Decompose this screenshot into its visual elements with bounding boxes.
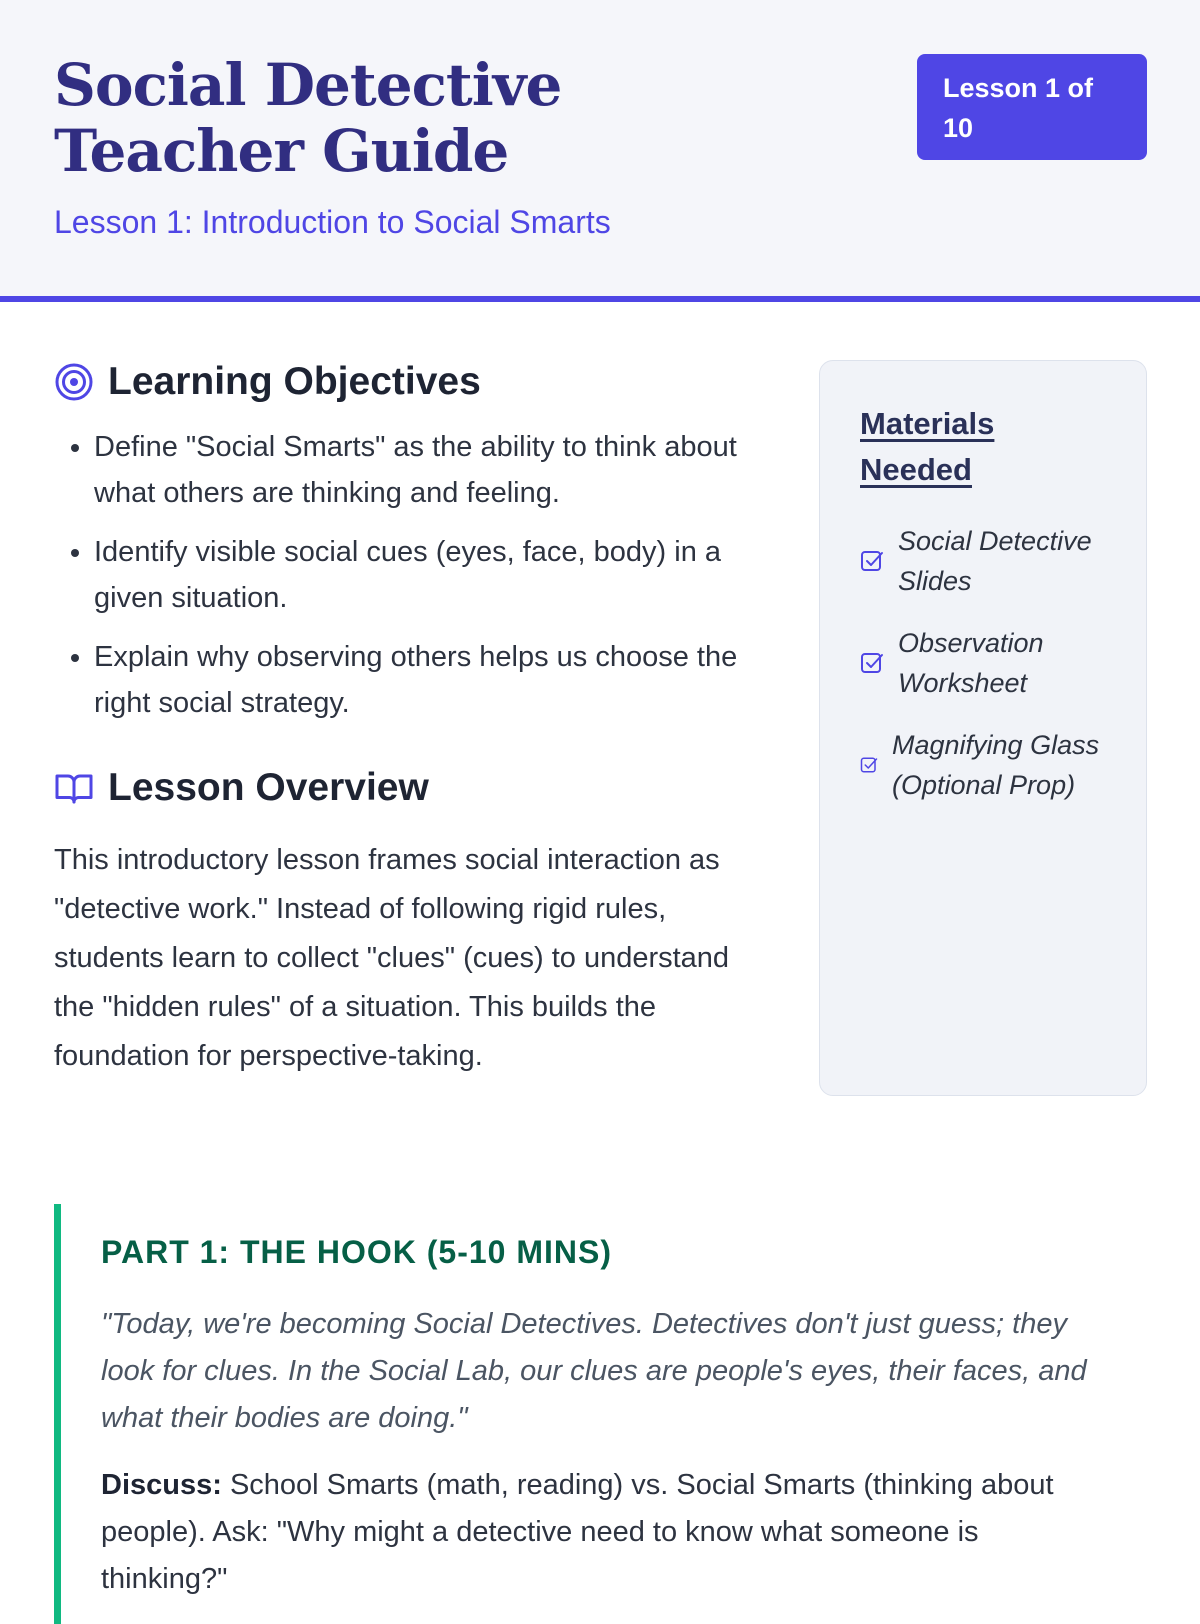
page-header <box>0 0 1200 302</box>
materials-title: Materials Needed <box>860 406 995 487</box>
material-label: Social Detective Slides <box>898 526 1092 596</box>
part-1-quote: "Today, we're becoming Social Detectives. Detectives don't just guess; they look for clues. In the Social Lab, our clues are people's eyes, their faces, and what their bodies are doing." <box>101 1308 1087 1434</box>
material-label: Magnifying Glass (Optional Prop) <box>892 730 1100 800</box>
materials-list <box>860 521 1106 805</box>
list-item: • Define "Social Smarts" as the ability to think about what others are thinking and feeling. <box>94 424 774 516</box>
list-item <box>860 521 1106 601</box>
list-item: • Identify visible social cues (eyes, face, body) in a given situation. <box>94 529 774 621</box>
part-1-title: PART 1: THE HOOK (5-10 MINS) <box>101 1234 612 1270</box>
list-item <box>860 623 1106 703</box>
part-1-discussion <box>101 1462 1107 1603</box>
lesson-progress-badge: Lesson 1 of 10 <box>917 54 1147 160</box>
overview-heading-label: Lesson Overview <box>108 766 429 809</box>
objectives-list <box>54 424 774 726</box>
overview-heading <box>54 766 774 810</box>
part-1-card <box>54 1204 1147 1624</box>
list-item: • Explain why observing others helps us choose the right social strategy. <box>94 634 774 726</box>
list-item <box>860 725 1106 805</box>
open-book-icon <box>54 768 94 808</box>
checkbox-icon <box>860 651 884 675</box>
material-label: Observation Worksheet <box>898 628 1044 698</box>
materials-panel <box>819 360 1147 1096</box>
main-content <box>54 360 774 1081</box>
objectives-heading-label: Learning Objectives <box>108 360 481 403</box>
discuss-text: School Smarts (math, reading) vs. Social Smarts (thinking about people). Ask: "Why might a detective need to know what someone is thinking?" <box>101 1469 1054 1595</box>
checkbox-icon <box>860 756 878 774</box>
discuss-label: Discuss: <box>101 1469 222 1501</box>
overview-text: This introductory lesson frames social interaction as "detective work." Instead of following rigid rules, students learn to collect "clues" (cues) to understand the "hidden rules" of a situation. This builds the foundation for perspective-taking. <box>54 844 730 1072</box>
objectives-heading <box>54 360 774 404</box>
page-title: Social Detective Teacher Guide <box>54 51 562 185</box>
lesson-subtitle: Lesson 1: Introduction to Social Smarts <box>54 204 611 240</box>
target-icon <box>54 362 94 402</box>
checkbox-icon <box>860 549 884 573</box>
